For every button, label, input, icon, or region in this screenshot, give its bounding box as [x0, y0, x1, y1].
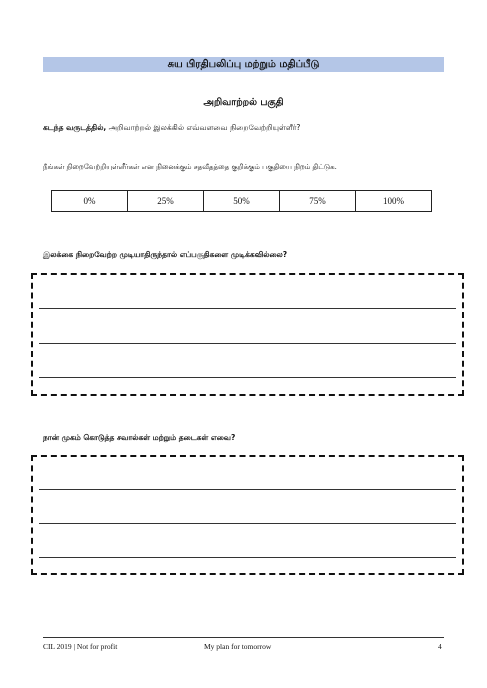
answer-line[interactable]: [39, 377, 456, 378]
question-achievement: [43, 123, 300, 133]
question-achievement-text: அறிவாற்றல் இலக்கில் எவ்வளவை நிறைவேற்றியுள்ளீர்?: [106, 123, 301, 132]
answer-line[interactable]: [39, 308, 456, 309]
section-title: அறிவாற்றல் பகுதி: [203, 97, 284, 108]
question-incomplete-parts: இலக்கை நிறைவேற்ற முடியாதிருந்தால் எப்பகுதிகளை முடிக்கவில்லை?: [43, 250, 288, 259]
percent-option-75[interactable]: 75%: [280, 191, 356, 212]
instruction-text: நீங்கள் நிறைவேற்றியுள்ளீர்கள் என நினைக்கும் சதவீதத்தை குறிக்கும் பகுதியை நிறம் திட்டுக.: [43, 163, 337, 171]
answer-box-incomplete-parts[interactable]: [31, 273, 464, 396]
percent-option-50[interactable]: 50%: [204, 191, 280, 212]
question-achievement-bold: கடந்த வருடத்தில்,: [43, 123, 107, 132]
footer-rule: [43, 637, 444, 638]
page-number: 4: [438, 642, 442, 651]
question-challenges: நான் முகம் கொடுத்த சவால்கள் மற்றும் தடைகள் எவை?: [43, 433, 236, 442]
page-title: சுய பிரதிபலிப்பு மற்றும் மதிப்பீடு: [167, 59, 320, 70]
percent-option-0[interactable]: 0%: [52, 191, 128, 212]
footer-left-text: CIL 2019 | Not for profit: [43, 642, 118, 651]
answer-line[interactable]: [39, 523, 456, 524]
answer-box-challenges[interactable]: [31, 455, 464, 575]
footer-center-text: My plan for tomorrow: [204, 642, 272, 651]
percentage-scale-table: [51, 190, 432, 212]
answer-line[interactable]: [39, 489, 456, 490]
percent-option-100[interactable]: 100%: [356, 191, 432, 212]
answer-line[interactable]: [39, 557, 456, 558]
answer-line[interactable]: [39, 343, 456, 344]
percent-option-25[interactable]: 25%: [128, 191, 204, 212]
page-title-band: [43, 57, 444, 72]
